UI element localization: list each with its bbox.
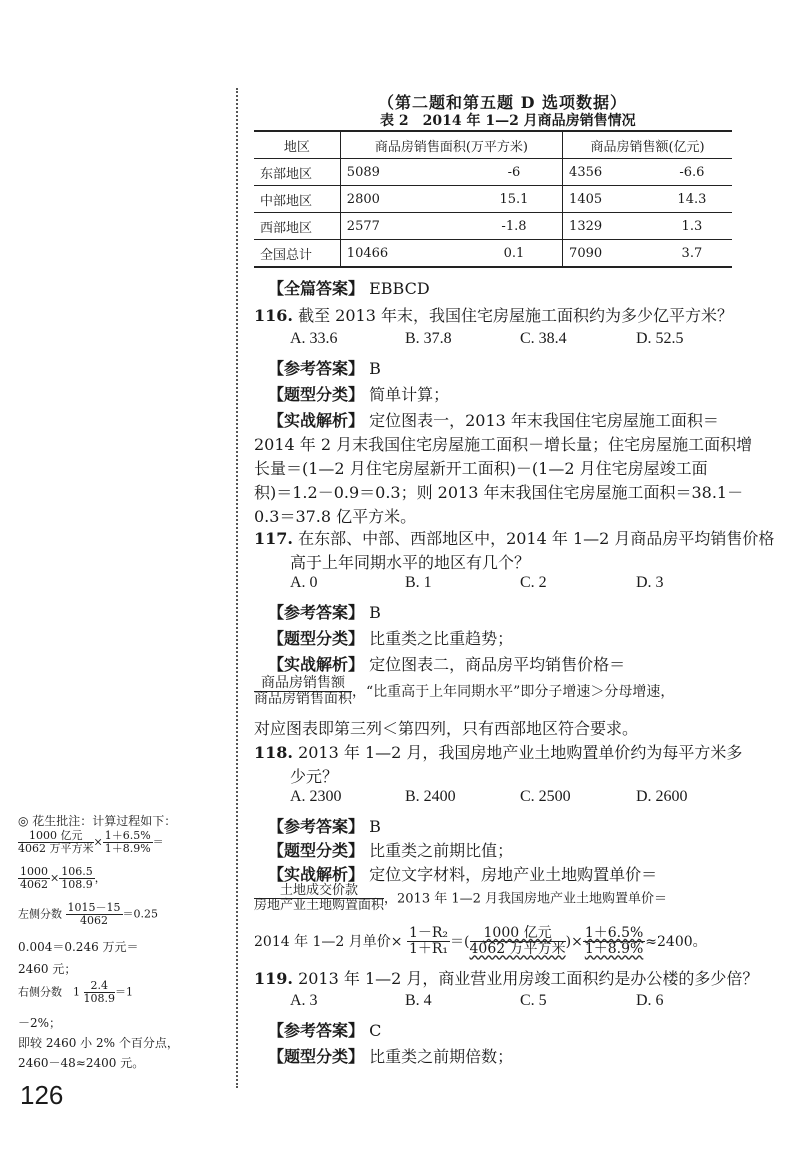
q118-stem-cont: 少元？ — [290, 767, 339, 786]
answer-label: 【参考答案】 — [268, 817, 365, 836]
fraction-numerator: 商品房销售额 — [254, 676, 352, 692]
cell-region: 东部地区 — [254, 159, 340, 186]
answer-label: 【参考答案】 — [268, 1021, 365, 1040]
sidebar-line-9: 2460－48≈2400 元。 — [18, 1056, 145, 1070]
q116-stem — [254, 303, 733, 326]
cell-region: 西部地区 — [254, 213, 340, 240]
value-fraction — [470, 926, 566, 958]
type-value: 比重类之前期倍数； — [369, 1047, 514, 1066]
answer-value: C — [369, 1021, 382, 1040]
q116-analysis-line: 积)＝1.2－0.9＝0.3；则 2013 年末我国住宅房屋施工面积＝38.1－ — [254, 483, 744, 502]
formula-text: ≈2400。 — [645, 933, 707, 950]
cell-sales: 1329 — [563, 213, 652, 240]
q119-stem — [254, 966, 758, 989]
table-row — [254, 186, 732, 213]
q119-option-c: C. 5 — [520, 992, 547, 1009]
sidebar-text: ＝ — [152, 835, 164, 849]
q118-analysis-formula — [254, 884, 667, 914]
fraction-denominator: 1＋8.9% — [584, 941, 644, 958]
fraction-numerator: 1000 亿元 — [18, 830, 94, 843]
cell-area-growth: -1.8 — [466, 213, 563, 240]
q118-answer — [268, 814, 381, 837]
sidebar-fraction — [18, 866, 50, 891]
q118-analysis-line — [268, 862, 657, 885]
header-sales: 商品房销售额(亿元) — [563, 131, 732, 159]
q119-text: 2013 年 1—2 月，商业营业用房竣工面积约是办公楼的多少倍？ — [298, 969, 759, 988]
fraction-numerator: 1－R₂ — [408, 925, 449, 941]
cell-area: 10466 — [340, 240, 466, 268]
sidebar-text: ＝1 — [115, 985, 133, 999]
q117-analysis-line — [268, 652, 625, 675]
sidebar-line-8: 即较 2460 小 2% 个百分点， — [18, 1036, 179, 1050]
q116-analysis-line — [268, 408, 719, 431]
sidebar-line-7: －2%； — [18, 1016, 62, 1030]
analysis-label: 【实战解析】 — [268, 655, 365, 674]
analysis-text: 定位文字材料，房地产业土地购置单价＝ — [369, 865, 658, 884]
type-label: 【题型分类】 — [268, 385, 365, 404]
q119-option-b: B. 4 — [405, 992, 432, 1009]
q116-analysis-line: 长量＝(1—2 月住宅房屋新开工面积)－(1—2 月住宅房屋竣工面 — [254, 459, 708, 478]
cell-sales: 1405 — [563, 186, 652, 213]
sidebar-line-2 — [18, 866, 106, 891]
growth-fraction — [407, 926, 450, 958]
q118-option-d: D. 2600 — [636, 788, 688, 805]
cell-area-growth: 15.1 — [466, 186, 563, 213]
analysis-label: 【实战解析】 — [268, 865, 365, 884]
q117-option-b: B. 1 — [405, 574, 432, 591]
q118-text: 2013 年 1—2 月，我国房地产业土地购置单价约为每平方米多 — [298, 743, 743, 762]
section-subtitle: （第二题和第五题 D 选项数据） — [378, 93, 628, 112]
q116-answer — [268, 356, 381, 379]
q119-option-a: A. 3 — [290, 992, 318, 1009]
q117-number: 117. — [254, 529, 293, 548]
q116-option-d: D. 52.5 — [636, 330, 684, 347]
cell-sales-growth: 3.7 — [652, 240, 732, 268]
fraction-numerator: 1000 亿元 — [470, 926, 566, 942]
cell-area: 2577 — [340, 213, 466, 240]
q116-number: 116. — [254, 306, 293, 325]
fraction-numerator: 1015－15 — [67, 901, 121, 914]
q118-stem — [254, 740, 742, 763]
sidebar-text: 左侧分数 — [18, 907, 62, 921]
fraction-denominator: 4062 — [80, 914, 108, 928]
cell-area: 2800 — [340, 186, 466, 213]
q118-option-a: A. 2300 — [290, 788, 342, 805]
percent-fraction — [583, 926, 645, 958]
fraction-denominator: 108.9 — [83, 992, 115, 1006]
q116-type — [268, 382, 449, 405]
type-value: 比重类之比重趋势； — [369, 629, 514, 648]
unit-price-fraction — [254, 884, 384, 914]
q116-analysis-line: 0.3＝37.8 亿平方米。 — [254, 507, 417, 526]
q117-option-a: A. 0 — [290, 574, 318, 591]
q116-option-b: B. 37.8 — [405, 330, 452, 347]
header-region: 地区 — [254, 131, 340, 159]
sidebar-line-1 — [18, 830, 164, 855]
page-number: 126 — [20, 1080, 64, 1110]
sidebar-fraction — [18, 830, 94, 855]
fraction-denominator: 4062 万平方米 — [18, 842, 94, 856]
analysis-text: 定位图表一，2013 年末我国住宅房屋施工面积＝ — [369, 411, 719, 430]
cell-sales-growth: 1.3 — [652, 213, 732, 240]
cell-region: 全国总计 — [254, 240, 340, 268]
answer-value: B — [369, 817, 381, 836]
fraction-numerator: 1000 — [20, 865, 48, 878]
table-row — [254, 159, 732, 186]
sidebar-text: × — [50, 871, 60, 885]
fraction-numerator: 1＋6.5% — [584, 925, 644, 941]
fraction-denominator: 商品房销售面积 — [254, 691, 352, 708]
q119-answer — [268, 1018, 381, 1041]
type-value: 比重类之前期比值； — [369, 841, 514, 860]
q117-answer — [268, 600, 381, 623]
answer-label: 【参考答案】 — [268, 359, 365, 378]
q117-analysis-line: 对应图表即第三列＜第四列，只有西部地区符合要求。 — [254, 719, 639, 738]
formula-text: 2014 年 1—2 月单价× — [254, 933, 403, 950]
cell-sales-growth: 14.3 — [652, 186, 732, 213]
q116-option-c: C. 38.4 — [520, 330, 567, 347]
type-label: 【题型分类】 — [268, 1047, 365, 1066]
fraction-denominator: 房地产业土地购置面积 — [254, 898, 385, 914]
sidebar-text: ， — [94, 871, 106, 885]
formula-text: )× — [565, 933, 583, 950]
cell-area-growth: 0.1 — [466, 240, 563, 268]
q117-stem — [254, 526, 774, 549]
table-caption: 表 2 2014 年 1—2 月商品房销售情况 — [380, 113, 636, 129]
sidebar-fraction — [103, 830, 153, 855]
fraction-denominator: 4062 — [20, 878, 48, 892]
q117-text: 在东部、中部、西部地区中，2014 年 1—2 月商品房平均销售价格 — [298, 529, 775, 548]
q119-number: 119. — [254, 969, 293, 988]
answer-value: B — [369, 603, 381, 622]
sidebar-line-4: 0.004＝0.246 万元＝ — [18, 940, 139, 954]
q119-option-d: D. 6 — [636, 992, 664, 1009]
analysis-text: ，2013 年 1—2 月我国房地产业土地购置单价＝ — [384, 891, 668, 907]
fraction-numerator: 土地成交价款 — [254, 884, 384, 899]
answer-value: B — [369, 359, 381, 378]
fraction-numerator: 106.5 — [61, 865, 93, 878]
q118-option-b: B. 2400 — [405, 788, 456, 805]
q116-analysis-line: 2014 年 2 月末我国住宅房屋施工面积－增长量；住宅房屋施工面积增 — [254, 435, 753, 454]
fraction-denominator: 108.9 — [61, 878, 93, 892]
sidebar-fraction — [59, 866, 95, 891]
q119-type — [268, 1044, 513, 1067]
sidebar-text: 右侧分数 1 — [18, 985, 80, 999]
fraction-denominator: 1＋8.9% — [104, 842, 151, 856]
analysis-text: ，“比重高于上年同期水平”即分子增速＞分母增速， — [352, 683, 675, 700]
full-answer-value: EBBCD — [369, 279, 430, 298]
q118-number: 118. — [254, 743, 293, 762]
cell-area-growth: -6 — [466, 159, 563, 186]
full-answer — [268, 276, 430, 299]
q118-type — [268, 838, 513, 861]
sidebar-fraction — [84, 980, 116, 1005]
q118-calc-formula — [254, 926, 707, 958]
fraction-numerator: 1＋6.5% — [104, 829, 151, 842]
fraction-numerator: 2.4 — [84, 980, 116, 993]
q117-type — [268, 626, 513, 649]
q117-option-c: C. 2 — [520, 574, 547, 591]
full-answer-label: 【全篇答案】 — [268, 279, 365, 298]
table-row — [254, 213, 732, 240]
cell-sales: 4356 — [563, 159, 652, 186]
sidebar-line-6 — [18, 980, 133, 1005]
q117-option-d: D. 3 — [636, 574, 664, 591]
sidebar-line-3 — [18, 902, 158, 927]
cell-sales: 7090 — [563, 240, 652, 268]
formula-text: ＝( — [450, 933, 470, 950]
cell-area: 5089 — [340, 159, 466, 186]
analysis-label: 【实战解析】 — [268, 411, 365, 430]
table-row — [254, 240, 732, 268]
q116-text: 截至 2013 年末，我国住宅房屋施工面积约为多少亿平方米？ — [298, 306, 733, 325]
cut-line-divider — [236, 88, 238, 1088]
cell-sales-growth: -6.6 — [652, 159, 732, 186]
fraction-denominator: 4062 万平方米 — [469, 941, 566, 958]
sidebar-text: ＝0.25 — [122, 907, 158, 921]
q116-option-a: A. 33.6 — [290, 330, 338, 347]
answer-label: 【参考答案】 — [268, 603, 365, 622]
q117-analysis-formula — [254, 676, 674, 708]
q118-option-c: C. 2500 — [520, 788, 571, 805]
sales-table — [254, 130, 732, 268]
table-header-row — [254, 131, 732, 159]
header-area: 商品房销售面积(万平方米) — [340, 131, 562, 159]
sidebar-line-5: 2460 元； — [18, 962, 77, 976]
q117-stem-cont: 高于上年同期水平的地区有几个？ — [290, 553, 531, 572]
type-value: 简单计算； — [369, 385, 450, 404]
price-fraction — [254, 676, 352, 708]
type-label: 【题型分类】 — [268, 841, 365, 860]
fraction-denominator: 1＋R₁ — [408, 941, 449, 958]
sidebar-text: × — [93, 835, 103, 849]
type-label: 【题型分类】 — [268, 629, 365, 648]
cell-region: 中部地区 — [254, 186, 340, 213]
analysis-text: 定位图表二，商品房平均销售价格＝ — [369, 655, 626, 674]
sidebar-title: ◎ 花生批注：计算过程如下： — [18, 814, 177, 828]
sidebar-fraction — [66, 902, 123, 927]
